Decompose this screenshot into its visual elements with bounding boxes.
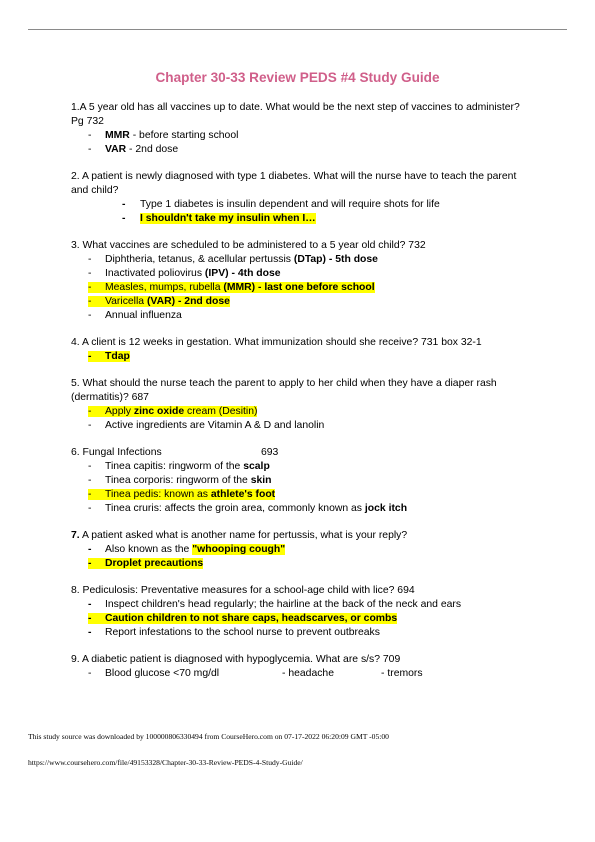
list-item: - Blood glucose <70 mg/dl - headache - tremors: [88, 668, 423, 679]
list-item: - Varicella (VAR) - 2nd dose: [88, 296, 230, 307]
list-item: - I shouldn't take my insulin when I…: [122, 213, 316, 224]
question-5: 5. What should the nurse teach the parent to apply to her child when they have a diaper rash (dermatitis)? 687: [71, 378, 497, 403]
list-item: - Droplet precautions: [88, 558, 204, 569]
question-9: 9. A diabetic patient is diagnosed with hypoglycemia. What are s/s? 709: [71, 654, 401, 665]
question-2: 2. A patient is newly diagnosed with type 1 diabetes. What will the nurse have to teach the parent and child?: [71, 171, 517, 196]
list-item: - Tinea pedis: known as athlete's foot: [88, 489, 276, 500]
question-3: 3. What vaccines are scheduled to be administered to a 5 year old child? 732: [71, 240, 426, 251]
list-item: - Active ingredients are Vitamin A & D and lanolin: [88, 420, 325, 431]
list-item: - Inactivated poliovirus (IPV) - 4th dose: [88, 268, 281, 279]
list-item: - Report infestations to the school nurse to prevent outbreaks: [88, 627, 380, 638]
source-url[interactable]: https://www.coursehero.com/file/49153328/Chapter-30-33-Review-PEDS-4-Study-Guide/: [28, 758, 303, 767]
question-6: 6. Fungal Infections 693: [71, 447, 279, 458]
list-item: - Inspect children's head regularly; the hairline at the back of the neck and ears: [88, 599, 462, 610]
list-item: - VAR - 2nd dose: [88, 144, 179, 155]
list-item: - MMR - before starting school: [88, 130, 239, 141]
list-item: - Measles, mumps, rubella (MMR) - last one before school: [88, 282, 375, 293]
study-guide-body: [71, 101, 531, 681]
list-item: - Tinea cruris: affects the groin area, commonly known as jock itch: [88, 503, 408, 514]
page-title: Chapter 30-33 Review PEDS #4 Study Guide: [155, 70, 440, 85]
list-item: - Tinea corporis: ringworm of the skin: [88, 475, 272, 486]
list-item: - Tinea capitis: ringworm of the scalp: [88, 461, 270, 472]
question-8: 8. Pediculosis: Preventative measures for a school-age child with lice? 694: [71, 585, 415, 596]
list-item: - Type 1 diabetes is insulin dependent and will require shots for life: [122, 199, 440, 210]
question-4: 4. A client is 12 weeks in gestation. What immunization should she receive? 731 box 32-1: [71, 337, 482, 348]
list-item: - Apply zinc oxide cream (Desitin): [88, 406, 258, 417]
download-note: This study source was downloaded by 100000806330494 from CourseHero.com on 07-17-2022 06:20:09 GMT -05:00: [28, 732, 389, 741]
list-item: - Caution children to not share caps, headscarves, or combs: [88, 613, 398, 624]
list-item: - Annual influenza: [88, 310, 182, 321]
question-1: 1.A 5 year old has all vaccines up to date. What would be the next step of vaccines to administer? Pg 732: [71, 102, 520, 127]
list-item: - Also known as the "whooping cough": [88, 544, 286, 555]
top-rule: [28, 29, 567, 30]
question-7: 7. A patient asked what is another name for pertussis, what is your reply?: [71, 530, 408, 541]
list-item: - Diphtheria, tetanus, & acellular pertussis (DTap) - 5th dose: [88, 254, 378, 265]
list-item: - Tdap: [88, 351, 130, 362]
